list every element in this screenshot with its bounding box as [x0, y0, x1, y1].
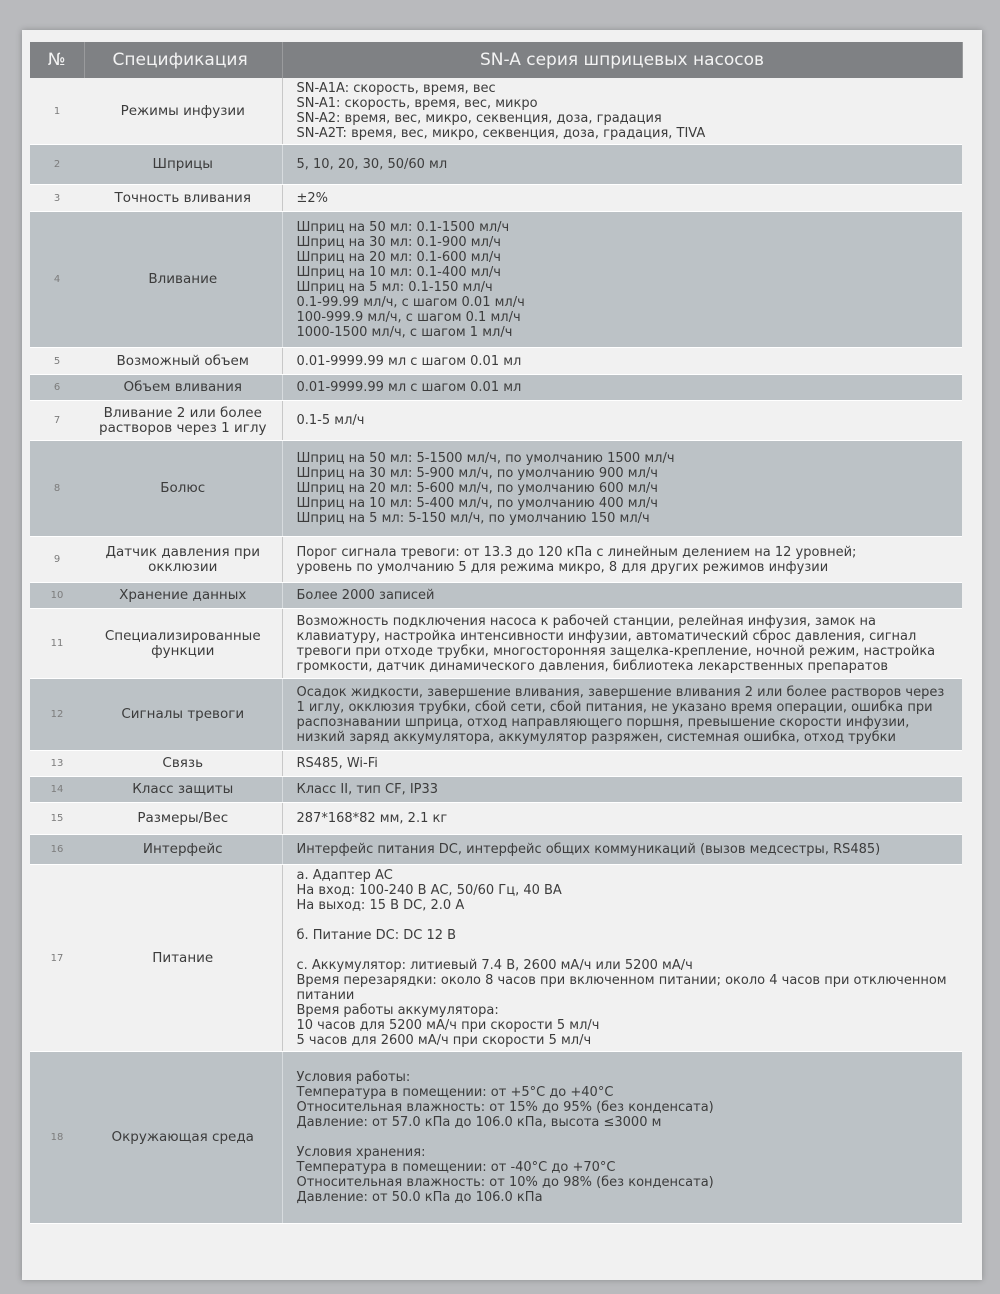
header-series: SN-A серия шприцевых насосов: [282, 42, 962, 78]
table-row: [30, 609, 962, 679]
row-spec-name: Режимы инфузии: [84, 78, 282, 145]
header-row: [30, 42, 962, 78]
row-spec-value: 287*168*82 мм, 2.1 кг: [282, 803, 962, 835]
row-spec-value: 0.01-9999.99 мл с шагом 0.01 мл: [282, 375, 962, 401]
row-number: 4: [30, 212, 84, 348]
table-row: [30, 145, 962, 185]
header-num: №: [30, 42, 84, 78]
row-spec-name: Питание: [84, 865, 282, 1052]
row-spec-value: 5, 10, 20, 30, 50/60 мл: [282, 145, 962, 185]
row-spec-name: Интерфейс: [84, 835, 282, 865]
row-spec-value: Интерфейс питания DC, интерфейс общих коммуникаций (вызов медсестры, RS485): [282, 835, 962, 865]
row-spec-value: 0.1-5 мл/ч: [282, 401, 962, 441]
table-row: [30, 212, 962, 348]
row-spec-name: Хранение данных: [84, 583, 282, 609]
row-number: 3: [30, 185, 84, 212]
row-spec-value: ±2%: [282, 185, 962, 212]
row-spec-value: Шприц на 50 мл: 5-1500 мл/ч, по умолчанию 1500 мл/ч Шприц на 30 мл: 5-900 мл/ч, по умолчанию 900 мл/ч Шприц на 20 мл: 5-600 мл/ч, по умолчанию 600 мл/ч Шприц на 10 мл: 5-400 мл/ч, по умолчанию 400 мл/ч Шприц на 5 мл: 5-150 мл/ч, по умолчанию 150 мл/ч: [282, 441, 962, 537]
table-row: [30, 78, 962, 145]
row-number: 5: [30, 348, 84, 375]
table-row: [30, 375, 962, 401]
row-spec-name: Класс защиты: [84, 777, 282, 803]
table-row: [30, 777, 962, 803]
row-spec-value: Класс II, тип CF, IP33: [282, 777, 962, 803]
spec-sheet: [22, 30, 982, 1280]
row-spec-value: Условия работы: Температура в помещении: от +5°С до +40°С Относительная влажность: от 15% до 95% (без конденсата) Давление: от 57.0 кПа до 106.0 кПа, высота ≤3000 м Условия хранения: Температура в помещении: от -40°С до +70°С Относительная влажность: от 10% до 98% (без конденсата) Давление: от 50.0 кПа до 106.0 кПа: [282, 1052, 962, 1224]
table-row: [30, 583, 962, 609]
row-spec-value: 0.01-9999.99 мл с шагом 0.01 мл: [282, 348, 962, 375]
row-spec-name: Датчик давления при окклюзии: [84, 537, 282, 583]
row-spec-value: Осадок жидкости, завершение вливания, завершение вливания 2 или более растворов через 1 иглу, окклюзия трубки, сбой сети, сбой питания, не указано время операции, ошибка при распознавании шприца, отход направляющего поршня, превышение скорости инфузии, низкий заряд аккумулятора, аккумулятор разряжен, системная ошибка, отход трубки: [282, 679, 962, 751]
row-spec-name: Сигналы тревоги: [84, 679, 282, 751]
table-row: [30, 185, 962, 212]
row-number: 10: [30, 583, 84, 609]
row-number: 9: [30, 537, 84, 583]
row-number: 12: [30, 679, 84, 751]
table-row: [30, 679, 962, 751]
row-number: 8: [30, 441, 84, 537]
table-row: [30, 803, 962, 835]
row-spec-value: а. Адаптер AC На вход: 100-240 В AC, 50/60 Гц, 40 ВА На выход: 15 В DC, 2.0 А б. Питание DC: DC 12 В с. Аккумулятор: литиевый 7.4 В, 2600 мА/ч или 5200 мА/ч Время перезарядки: около 8 часов при включенном питании; около 4 часов при отключенном питании Время работы аккумулятора: 10 часов для 5200 мА/ч при скорости 5 мл/ч 5 часов для 2600 мА/ч при скорости 5 мл/ч: [282, 865, 962, 1052]
row-number: 13: [30, 751, 84, 777]
row-spec-name: Точность вливания: [84, 185, 282, 212]
row-spec-value: Более 2000 записей: [282, 583, 962, 609]
row-spec-value: SN-A1A: скорость, время, вес SN-A1: скорость, время, вес, микро SN-A2: время, вес, микро, секвенция, доза, градация SN-A2T: время, вес, микро, секвенция, доза, градация, TIVA: [282, 78, 962, 145]
table-row: [30, 537, 962, 583]
row-spec-value: Порог сигнала тревоги: от 13.3 до 120 кПа с линейным делением на 12 уровней; уровень по умолчанию 5 для режима микро, 8 для других режимов инфузии: [282, 537, 962, 583]
row-spec-name: Вливание: [84, 212, 282, 348]
table-row: [30, 401, 962, 441]
row-spec-value: RS485, Wi-Fi: [282, 751, 962, 777]
row-number: 17: [30, 865, 84, 1052]
header-spec: Спецификация: [84, 42, 282, 78]
table-row: [30, 441, 962, 537]
row-spec-name: Размеры/Вес: [84, 803, 282, 835]
row-spec-name: Объем вливания: [84, 375, 282, 401]
spec-table: [30, 42, 963, 1224]
row-spec-name: Болюс: [84, 441, 282, 537]
row-number: 2: [30, 145, 84, 185]
row-spec-value: Возможность подключения насоса к рабочей станции, релейная инфузия, замок на клавиатуру, настройка интенсивности инфузии, автоматический сброс давления, сигнал тревоги при отходе трубки, многосторонняя защелка-крепление, ночной режим, настройка громкости, датчик динамического давления, библиотека лекарственных препаратов: [282, 609, 962, 679]
row-number: 6: [30, 375, 84, 401]
table-row: [30, 348, 962, 375]
row-number: 11: [30, 609, 84, 679]
row-spec-name: Шприцы: [84, 145, 282, 185]
row-number: 18: [30, 1052, 84, 1224]
table-row: [30, 865, 962, 1052]
row-spec-value: Шприц на 50 мл: 0.1-1500 мл/ч Шприц на 30 мл: 0.1-900 мл/ч Шприц на 20 мл: 0.1-600 мл/ч Шприц на 10 мл: 0.1-400 мл/ч Шприц на 5 мл: 0.1-150 мл/ч 0.1-99.99 мл/ч, с шагом 0.01 мл/ч 100-999.9 мл/ч, с шагом 0.1 мл/ч 1000-1500 мл/ч, с шагом 1 мл/ч: [282, 212, 962, 348]
row-spec-name: Связь: [84, 751, 282, 777]
row-spec-name: Вливание 2 или более растворов через 1 иглу: [84, 401, 282, 441]
table-row: [30, 751, 962, 777]
table-row: [30, 1052, 962, 1224]
row-number: 7: [30, 401, 84, 441]
row-spec-name: Специализированные функции: [84, 609, 282, 679]
row-spec-name: Возможный объем: [84, 348, 282, 375]
table-row: [30, 835, 962, 865]
row-number: 1: [30, 78, 84, 145]
row-number: 14: [30, 777, 84, 803]
row-spec-name: Окружающая среда: [84, 1052, 282, 1224]
row-number: 15: [30, 803, 84, 835]
row-number: 16: [30, 835, 84, 865]
